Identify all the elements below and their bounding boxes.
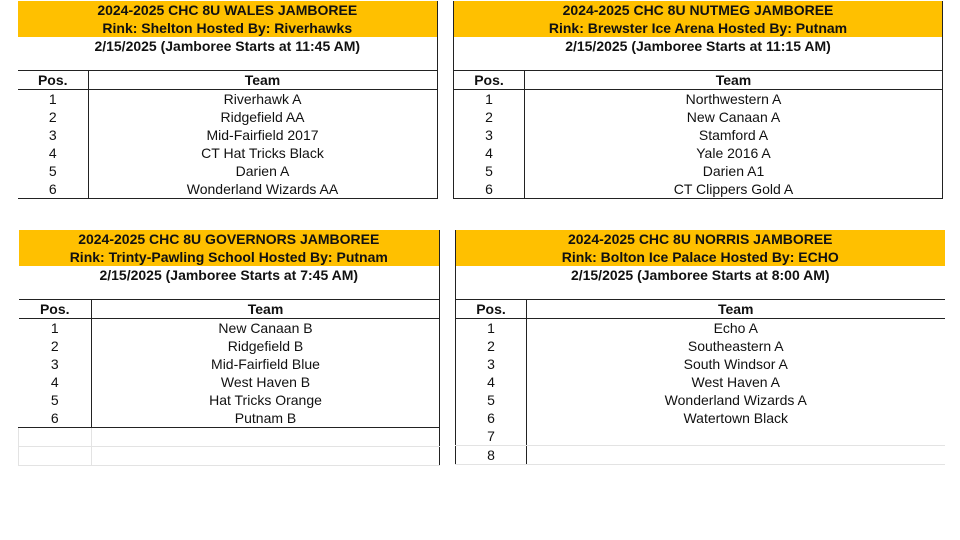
wales-date: 2/15/2025 (Jamboree Starts at 11:45 AM)	[94, 38, 361, 54]
nutmeg-title: 2024-2025 CHC 8U NUTMEG JAMBOREE	[454, 1, 943, 19]
team-cell: Watertown Black	[683, 410, 788, 426]
pos-cell: 2	[456, 337, 527, 355]
empty-cell	[19, 428, 92, 447]
pos-cell: 3	[19, 355, 92, 373]
team-cell: Stamford A	[698, 127, 769, 143]
pos-cell: 2	[454, 108, 525, 126]
pos-cell: 4	[18, 144, 88, 162]
norris-title: 2024-2025 CHC 8U NORRIS JAMBOREE	[456, 230, 945, 248]
pos-cell: 6	[19, 409, 92, 428]
spacer	[456, 284, 945, 300]
pos-cell: 4	[456, 373, 527, 391]
team-cell: West Haven B	[220, 374, 311, 390]
team-header: Team	[92, 300, 440, 319]
pos-header: Pos.	[456, 300, 527, 319]
pos-cell: 1	[456, 319, 527, 338]
pos-cell: 5	[456, 391, 527, 409]
team-cell: Darien A1	[702, 163, 765, 179]
pos-cell: 4	[19, 373, 92, 391]
team-cell: New Canaan B	[218, 320, 313, 336]
empty-cell	[19, 447, 92, 466]
pos-cell: 1	[18, 90, 88, 109]
wales-jamboree-table	[18, 1, 438, 199]
pos-cell: 6	[18, 180, 88, 199]
governors-date: 2/15/2025 (Jamboree Starts at 7:45 AM)	[99, 267, 359, 283]
pos-cell: 2	[19, 337, 92, 355]
pos-cell: 3	[454, 126, 525, 144]
pos-cell: 3	[456, 355, 527, 373]
team-cell: CT Hat Tricks Black	[201, 145, 324, 161]
pos-cell: 6	[456, 409, 527, 427]
team-cell: New Canaan A	[686, 109, 781, 125]
team-cell: Ridgefield B	[227, 338, 304, 354]
governors-jamboree-table	[18, 230, 440, 466]
team-header: Team	[88, 71, 437, 90]
pos-header: Pos.	[454, 71, 525, 90]
team-cell: Mid-Fairfield 2017	[206, 127, 319, 143]
empty-cell	[92, 428, 440, 447]
team-cell: Southeastern A	[687, 338, 784, 354]
pos-cell: 5	[18, 162, 88, 180]
nutmeg-jamboree-table	[453, 1, 943, 199]
pos-cell: 4	[454, 144, 525, 162]
pos-cell: 8	[456, 446, 527, 465]
norris-date: 2/15/2025 (Jamboree Starts at 8:00 AM)	[570, 267, 830, 283]
pos-cell: 1	[454, 90, 525, 109]
empty-cell	[92, 447, 440, 466]
team-cell: West Haven A	[691, 374, 780, 390]
team-cell: Darien A	[235, 163, 290, 179]
governors-rink: Rink: Trinty-Pawling School Hosted By: Putnam	[19, 248, 440, 266]
spacer	[19, 284, 440, 300]
team-cell: Echo A	[713, 320, 758, 336]
nutmeg-date: 2/15/2025 (Jamboree Starts at 11:15 AM)	[565, 38, 831, 54]
team-cell	[527, 446, 945, 465]
team-cell: South Windsor A	[683, 356, 788, 372]
team-cell	[527, 427, 945, 446]
wales-rink: Rink: Shelton Hosted By: Riverhawks	[18, 19, 437, 37]
team-cell: Hat Tricks Orange	[209, 392, 322, 408]
spacer	[18, 55, 437, 71]
team-header: Team	[527, 300, 945, 319]
wales-title: 2024-2025 CHC 8U WALES JAMBOREE	[18, 1, 437, 19]
team-cell: Yale 2016 A	[696, 145, 771, 161]
team-cell: Riverhawk A	[223, 91, 302, 107]
governors-title: 2024-2025 CHC 8U GOVERNORS JAMBOREE	[19, 230, 440, 248]
norris-rink: Rink: Bolton Ice Palace Hosted By: ECHO	[456, 248, 945, 266]
pos-cell: 6	[454, 180, 525, 199]
pos-header: Pos.	[18, 71, 88, 90]
norris-jamboree-table	[455, 230, 945, 465]
pos-cell: 1	[19, 319, 92, 338]
pos-cell: 5	[454, 162, 525, 180]
pos-header: Pos.	[19, 300, 92, 319]
pos-cell: 3	[18, 126, 88, 144]
pos-cell: 7	[456, 427, 527, 446]
team-cell: Wonderland Wizards AA	[88, 180, 437, 199]
team-cell: Ridgefield AA	[220, 109, 305, 125]
team-cell: Mid-Fairfield Blue	[211, 356, 320, 372]
team-cell: Putnam B	[92, 409, 440, 428]
team-cell: Wonderland Wizards A	[664, 392, 807, 408]
nutmeg-rink: Rink: Brewster Ice Arena Hosted By: Putnam	[454, 19, 943, 37]
pos-cell: 2	[18, 108, 88, 126]
team-cell: Northwestern A	[685, 91, 782, 107]
team-cell: CT Clippers Gold A	[525, 180, 943, 199]
team-header: Team	[525, 71, 943, 90]
spacer	[454, 55, 943, 71]
pos-cell: 5	[19, 391, 92, 409]
